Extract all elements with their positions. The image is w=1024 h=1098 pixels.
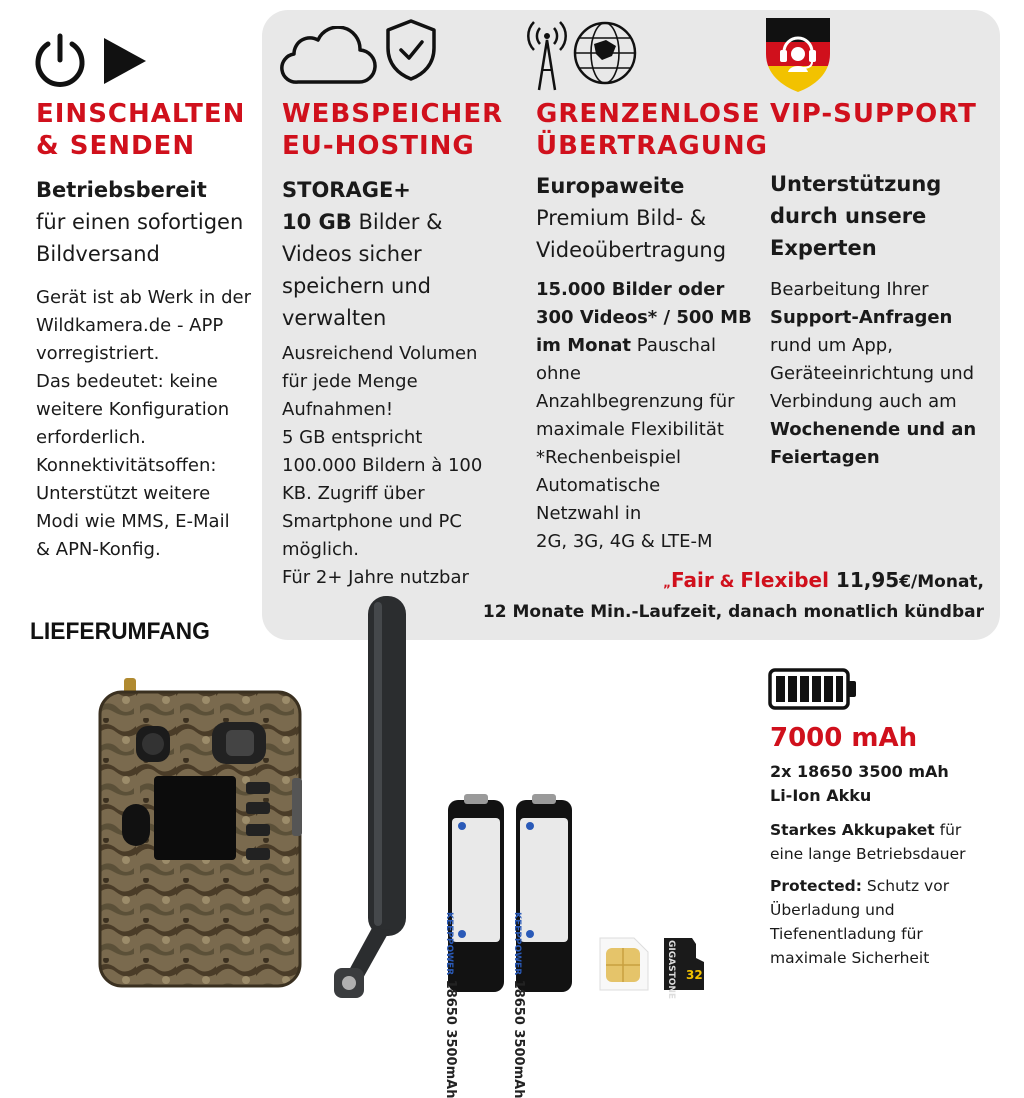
- subheading-vip-support: Unterstützung durch unsere Experten: [770, 172, 942, 260]
- subheading-grenzenlose: Europaweite Premium Bild- & Videoübertragung: [536, 174, 727, 262]
- lte-antenna-image: [328, 596, 412, 1008]
- text-line: Netzwahl in: [536, 503, 642, 524]
- globe-icon: [572, 20, 638, 86]
- text-line: Das bedeutet: keine: [36, 371, 218, 392]
- heading-vip-support: VIP-SUPPORT: [770, 99, 977, 129]
- shield-check-icon: [384, 18, 438, 82]
- text-line: für jede Menge: [282, 371, 418, 392]
- text-line: vorregistriert.: [36, 343, 160, 364]
- power-icon: [30, 30, 90, 90]
- text-line: Für 2+ Jahre nutzbar: [282, 567, 469, 588]
- text-line: Aufnahmen!: [282, 399, 394, 420]
- text-line: & APN-Konfig.: [36, 539, 161, 560]
- battery-spec: 2x 18650 3500 mAh Li-Ion Akku: [770, 762, 949, 805]
- heading-grenzenlose: GRENZENLOSE ÜBERTRAGUNG: [536, 99, 768, 161]
- price-line-1: „Fair & Flexibel 11,95€/Monat,: [663, 568, 984, 592]
- text-line: 100.000 Bildern à 100: [282, 455, 483, 476]
- text-line: KB. Zugriff über: [282, 483, 425, 504]
- sim-card-image: [594, 936, 650, 992]
- cloud-icon: [278, 26, 378, 88]
- text-line: Ausreichend Volumen: [282, 343, 478, 364]
- description-einschalten: [36, 284, 251, 564]
- text-line: 5 GB entspricht: [282, 427, 423, 448]
- text-line: Unterstützt weitere: [36, 483, 211, 504]
- battery-desc-2: Protected: Schutz vor Überladung und Tiefenentladung für maximale Sicherheit: [770, 877, 950, 967]
- text-line: Anzahlbegrenzung für: [536, 391, 735, 412]
- subheading-webspeicher: STORAGE+ 10 GB Bilder & Videos sicher speichern und verwalten: [282, 178, 443, 330]
- price-line-2: 12 Monate Min.-Laufzeit, danach monatlich kündbar: [482, 602, 984, 622]
- heading-einschalten: EINSCHALTEN & SENDEN: [36, 99, 246, 161]
- description-webspeicher: [282, 340, 482, 592]
- subheading-einschalten: Betriebsbereit für einen sofortigen Bildversand: [36, 178, 244, 266]
- text-line: weitere Konfiguration: [36, 399, 230, 420]
- text-line: erforderlich.: [36, 427, 146, 448]
- text-line: Automatische: [536, 475, 661, 496]
- battery-cell-label: KEEPPOWER 18650 3500mAh: [443, 912, 458, 1098]
- text-line: Modi wie MMS, E-Mail: [36, 511, 230, 532]
- battery-desc-1: Starkes Akkupaket für eine lange Betriebsdauer: [770, 821, 966, 863]
- text-line: möglich.: [282, 539, 360, 560]
- play-icon: [102, 36, 148, 86]
- text-line: maximale Flexibilität: [536, 419, 724, 440]
- text-line: *Rechenbeispiel: [536, 447, 681, 468]
- text-line: 2G, 3G, 4G & LTE-M: [536, 531, 713, 552]
- text-line: ohne: [536, 363, 581, 384]
- text-line: Konnektivitätsoffen:: [36, 455, 217, 476]
- text-line: Smartphone und PC: [282, 511, 462, 532]
- battery-capacity: 7000 mAh: [770, 723, 918, 753]
- text-line: Wildkamera.de - APP: [36, 315, 224, 336]
- description-vip-support: Bearbeitung Ihrer Support-Anfragen rund um App, Geräteeinrichtung und Verbindung auch am Wochenende und an Feiertagen: [770, 279, 977, 468]
- lieferumfang-heading: LIEFERUMFANG: [30, 618, 210, 645]
- germany-flag-headset-icon: [762, 14, 834, 94]
- trail-camera-image: [96, 678, 308, 990]
- description-grenzenlose: 15.000 Bilder oder 300 Videos* / 500 MB im Monat Pauschal ohne Anzahlbegrenzung für maximale Flexibilität *Rechenbeispiel Automatische Netzwahl in 2G, 3G, 4G & LTE-M: [536, 276, 752, 556]
- battery-full-icon: [768, 668, 858, 710]
- text-line: Gerät ist ab Werk in der: [36, 287, 251, 308]
- battery-cell-label: KEEPPOWER 18650 3500mAh: [511, 912, 526, 1098]
- heading-webspeicher: WEBSPEICHER EU-HOSTING: [282, 99, 504, 161]
- antenna-icon: [524, 16, 570, 92]
